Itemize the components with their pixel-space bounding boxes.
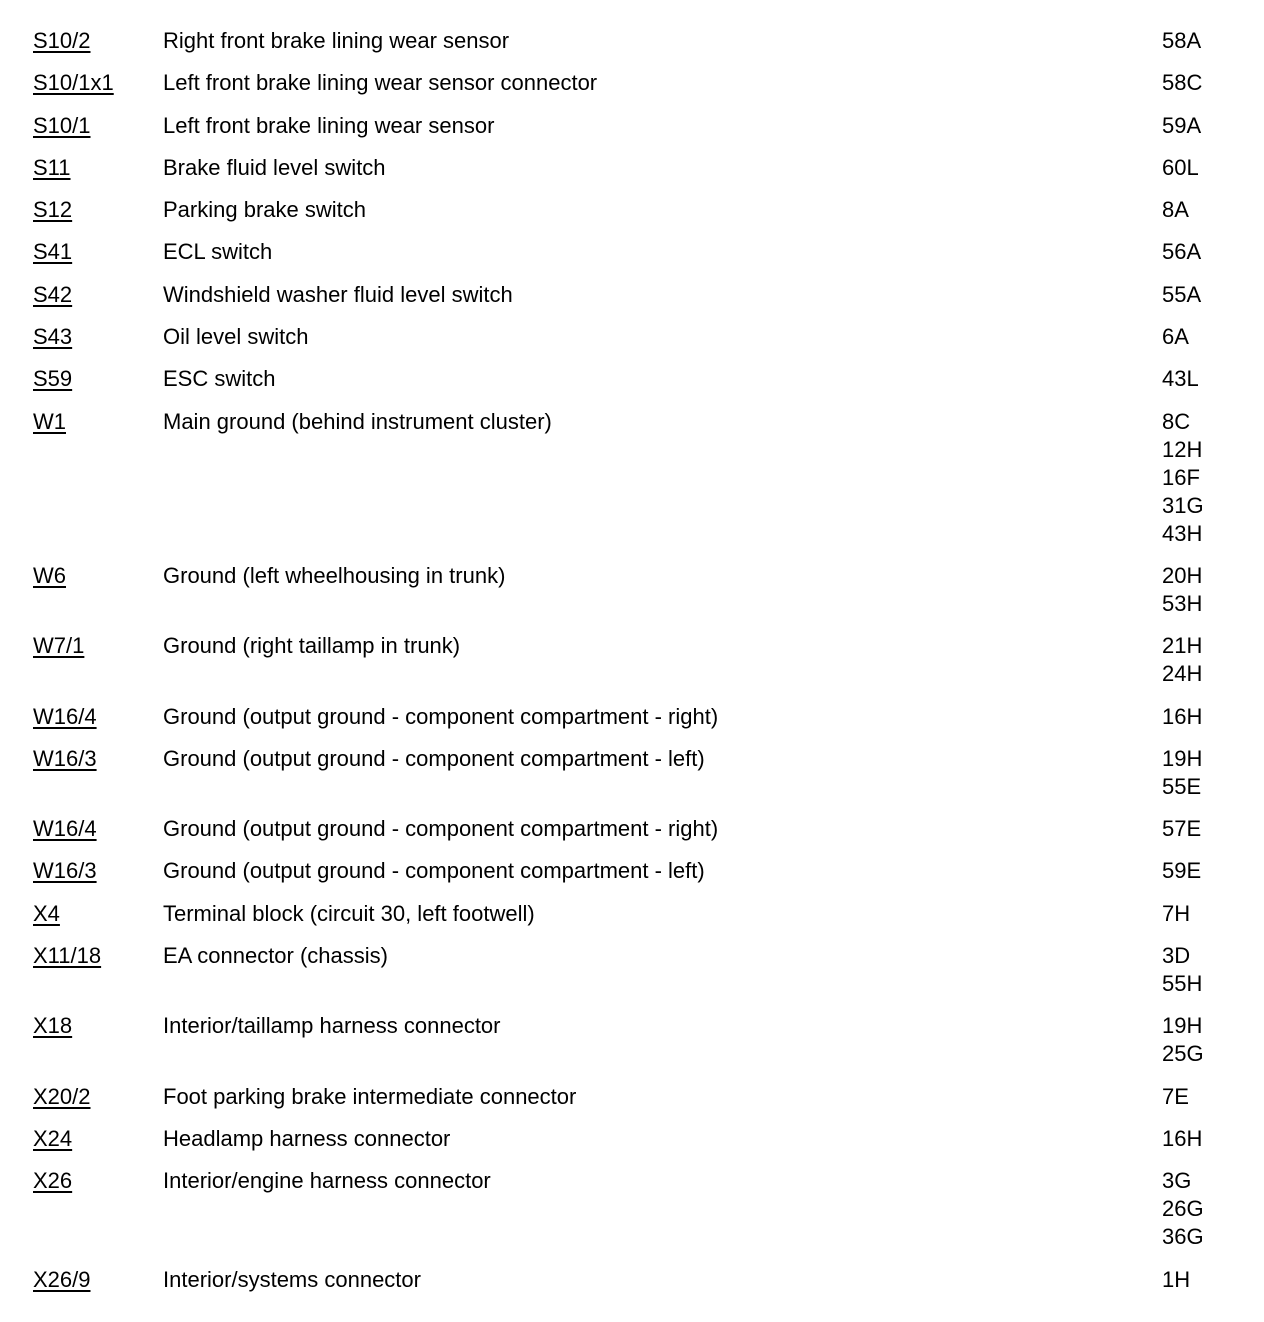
component-code-link[interactable]: S10/2 [33, 28, 91, 53]
grid-locations [1162, 27, 1252, 55]
grid-location: 19H [1162, 745, 1203, 771]
grid-location: 36G [1162, 1224, 1204, 1250]
component-description: Ground (left wheelhousing in trunk) [163, 562, 506, 588]
grid-location: 7H [1162, 900, 1191, 926]
component-description: Left front brake lining wear sensor connector [163, 70, 598, 96]
grid-locations [1162, 942, 1252, 998]
legend-row [0, 703, 1264, 731]
legend-row [0, 815, 1264, 843]
component-code-link[interactable]: X26 [33, 1168, 73, 1194]
component-code-link[interactable]: W7/1 [33, 633, 85, 659]
component-code-link[interactable]: W6 [33, 562, 66, 588]
component-description: Ground (output ground - component compartment - right) [163, 816, 719, 842]
legend-row [0, 1125, 1264, 1153]
legend-row [0, 281, 1264, 309]
grid-location: 55A [1162, 281, 1202, 307]
grid-location: 20H [1162, 562, 1203, 588]
legend-row [0, 154, 1264, 182]
grid-locations [1162, 112, 1252, 140]
component-code-link[interactable]: W1 [33, 408, 66, 434]
component-description: Ground (right taillamp in trunk) [163, 633, 461, 659]
component-code-link[interactable]: W16/4 [33, 816, 97, 842]
grid-location: 55H [1162, 971, 1203, 997]
component-code-link[interactable]: X11/18 [33, 943, 102, 969]
component-description: ESC switch [163, 366, 276, 392]
component-description: Ground (output ground - component compartment - right) [163, 703, 719, 729]
grid-location: 1H [1162, 1266, 1191, 1292]
grid-location: 60L [1162, 154, 1199, 180]
component-description: Headlamp harness connector [163, 1125, 451, 1151]
legend-row [0, 323, 1264, 351]
component-description: Interior/taillamp harness connector [163, 1013, 501, 1039]
grid-locations [1162, 562, 1252, 618]
legend-row [0, 942, 1264, 998]
grid-location: 58C [1162, 70, 1203, 96]
component-code-link[interactable]: S12 [33, 197, 73, 223]
grid-location: 31G [1162, 492, 1204, 518]
grid-location: 16H [1162, 1125, 1203, 1151]
component-code-link[interactable]: X20/2 [33, 1083, 91, 1109]
grid-location: 59A [1162, 112, 1202, 138]
component-description: Interior/engine harness connector [163, 1168, 491, 1194]
legend-row [0, 1266, 1264, 1294]
component-description: EA connector (chassis) [163, 943, 388, 969]
grid-locations [1162, 238, 1252, 266]
component-description: Foot parking brake intermediate connector [163, 1083, 577, 1109]
legend-row [0, 27, 1264, 55]
component-code-link[interactable]: X18 [33, 1013, 73, 1039]
legend-row [0, 745, 1264, 801]
grid-locations [1162, 1012, 1252, 1068]
legend-row [0, 69, 1264, 97]
grid-location: 12H [1162, 436, 1203, 462]
grid-location: 6A [1162, 324, 1189, 350]
component-description: Terminal block (circuit 30, left footwell) [163, 900, 535, 926]
component-code-link[interactable]: W16/4 [33, 703, 97, 729]
grid-locations [1162, 857, 1252, 885]
component-code-link[interactable]: W16/3 [33, 745, 97, 771]
component-description: Main ground (behind instrument cluster) [163, 408, 552, 434]
grid-location: 43H [1162, 520, 1203, 546]
legend-row [0, 112, 1264, 140]
legend-row [0, 857, 1264, 885]
component-description: Ground (output ground - component compartment - left) [163, 858, 705, 884]
legend-row [0, 900, 1264, 928]
component-description: Left front brake lining wear sensor [163, 112, 495, 138]
grid-location: 3G [1162, 1168, 1192, 1194]
grid-location: 8A [1162, 197, 1189, 223]
grid-locations [1162, 815, 1252, 843]
grid-location: 26G [1162, 1196, 1204, 1222]
grid-locations [1162, 703, 1252, 731]
legend-row [0, 196, 1264, 224]
grid-locations [1162, 196, 1252, 224]
component-code-link[interactable]: S43 [33, 324, 73, 350]
grid-location: 8C [1162, 408, 1191, 434]
legend-row [0, 562, 1264, 618]
grid-locations [1162, 745, 1252, 801]
legend-row [0, 238, 1264, 266]
legend-row [0, 632, 1264, 688]
grid-locations [1162, 365, 1252, 393]
legend-row [0, 1167, 1264, 1251]
grid-locations [1162, 154, 1252, 182]
component-description: Oil level switch [163, 324, 309, 350]
legend-row [0, 1012, 1264, 1068]
legend-row [0, 1083, 1264, 1111]
grid-locations [1162, 408, 1252, 548]
grid-locations [1162, 1083, 1252, 1111]
component-code-link[interactable]: X24 [33, 1125, 73, 1151]
component-code-link[interactable]: S41 [33, 239, 73, 265]
grid-location: 3D [1162, 943, 1191, 969]
component-legend [0, 27, 1264, 1308]
grid-locations [1162, 900, 1252, 928]
component-code-link[interactable]: S42 [33, 281, 73, 307]
grid-locations [1162, 1266, 1252, 1294]
component-description: Interior/systems connector [163, 1266, 421, 1292]
component-code-link[interactable]: S10/1x1 [33, 70, 114, 96]
legend-row [0, 365, 1264, 393]
component-description: Parking brake switch [163, 197, 366, 223]
component-code-link[interactable]: S59 [33, 366, 73, 392]
grid-location: 25G [1162, 1041, 1204, 1067]
grid-location: 59E [1162, 858, 1202, 884]
grid-location: 57E [1162, 816, 1202, 842]
component-code-link[interactable]: S10/1 [33, 112, 91, 138]
component-description: Right front brake lining wear sensor [163, 28, 510, 53]
grid-locations [1162, 1167, 1252, 1251]
legend-row [0, 408, 1264, 548]
component-description: Ground (output ground - component compartment - left) [163, 745, 705, 771]
grid-location: 55E [1162, 773, 1202, 799]
component-description: ECL switch [163, 239, 273, 265]
grid-location: 58A [1162, 28, 1202, 53]
grid-location: 21H [1162, 633, 1203, 659]
component-code-link[interactable]: X4 [33, 900, 60, 926]
grid-location: 19H [1162, 1013, 1203, 1039]
grid-location: 43L [1162, 366, 1199, 392]
grid-locations [1162, 323, 1252, 351]
grid-location: 24H [1162, 661, 1203, 687]
component-code-link[interactable]: W16/3 [33, 858, 97, 884]
grid-location: 56A [1162, 239, 1202, 265]
grid-location: 16F [1162, 464, 1200, 490]
component-description: Brake fluid level switch [163, 154, 386, 180]
grid-locations [1162, 281, 1252, 309]
component-code-link[interactable]: S11 [33, 154, 71, 180]
grid-locations [1162, 69, 1252, 97]
component-code-link[interactable]: X26/9 [33, 1266, 91, 1292]
grid-locations [1162, 632, 1252, 688]
grid-locations [1162, 1125, 1252, 1153]
grid-location: 7E [1162, 1083, 1189, 1109]
grid-location: 16H [1162, 703, 1203, 729]
grid-location: 53H [1162, 590, 1203, 616]
component-description: Windshield washer fluid level switch [163, 281, 513, 307]
